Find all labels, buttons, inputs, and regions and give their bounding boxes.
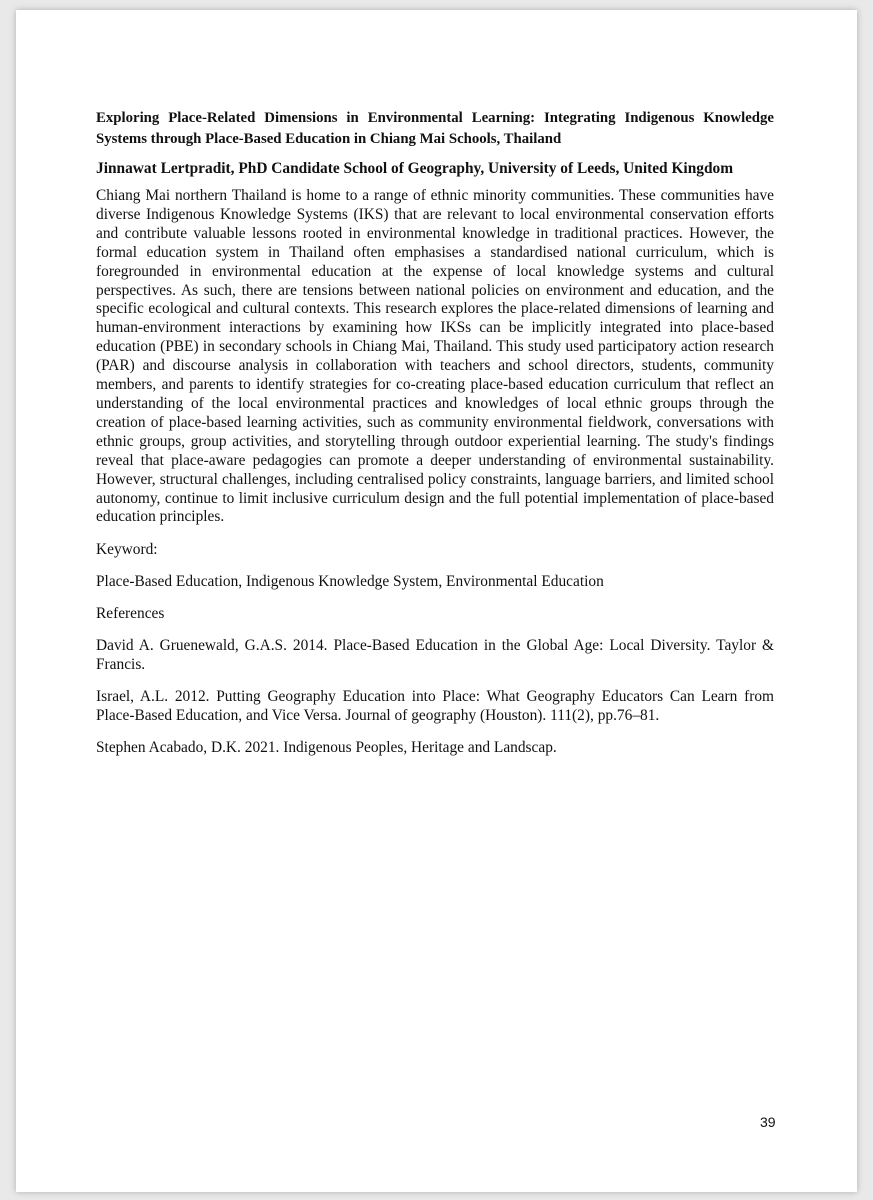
- page-number: 39: [760, 1114, 776, 1130]
- abstract-text: Chiang Mai northern Thailand is home to a range of ethnic minority communities. These communities have diverse Indigenous Knowledge Systems (IKS) that are relevant to local environmental conservation efforts and contribute valuable lessons rooted in environmental knowledge in traditional practices. However, the formal education system in Thailand often emphasises a standardised national curriculum, which is foregrounded in environmental education at the expense of local knowledge systems and cultural perspectives. As such, there are tensions between national policies on environment and education, and the specific ecological and cultural contexts. This research explores the place-related dimensions of learning and human-environment interactions by examining how IKSs can be implicitly integrated into place-based education (PBE) in secondary schools in Chiang Mai, Thailand. This study used participatory action research (PAR) and discourse analysis in collaboration with teachers and school directors, students, community members, and parents to identify strategies for co-creating place-based education curriculum that reflect an understanding of the local environmental practices and knowledges of local ethnic groups through the creation of place-based learning activities, such as community environmental fieldwork, conversations with ethnic groups, group activities, and storytelling through outdoor experiential learning. The study's findings reveal that place-aware pedagogies can promote a deeper understanding of environmental sustainability. However, structural challenges, including centralised policy constraints, language barriers, and limited school autonomy, continue to limit inclusive curriculum design and the full potential implementation of place-based education principles.: [96, 187, 774, 526]
- keyword-list: Place-Based Education, Indigenous Knowledge System, Environmental Education: [96, 573, 604, 591]
- references-heading: References: [96, 605, 165, 623]
- page-content: [96, 108, 774, 770]
- keyword-heading: Keyword:: [96, 541, 158, 559]
- reference-item: Stephen Acabado, D.K. 2021. Indigenous Peoples, Heritage and Landscap.: [96, 739, 557, 757]
- author-affiliation: Jinnawat Lertpradit, PhD Candidate School of Geography, University of Leeds, United Kingdom: [96, 160, 734, 177]
- paper-title: Exploring Place-Related Dimensions in Environmental Learning: Integrating Indigenous Knowledge Systems through Place-Based Education in Chiang Mai Schools, Thailand: [96, 110, 774, 147]
- reference-item: Israel, A.L. 2012. Putting Geography Education into Place: What Geography Educators Can Learn from Place-Based Education, and Vice Versa. Journal of geography (Houston). 111(2), pp.76–81.: [96, 688, 774, 725]
- document-page: [16, 10, 857, 1192]
- reference-item: David A. Gruenewald, G.A.S. 2014. Place-Based Education in the Global Age: Local Diversity. Taylor & Francis.: [96, 637, 774, 674]
